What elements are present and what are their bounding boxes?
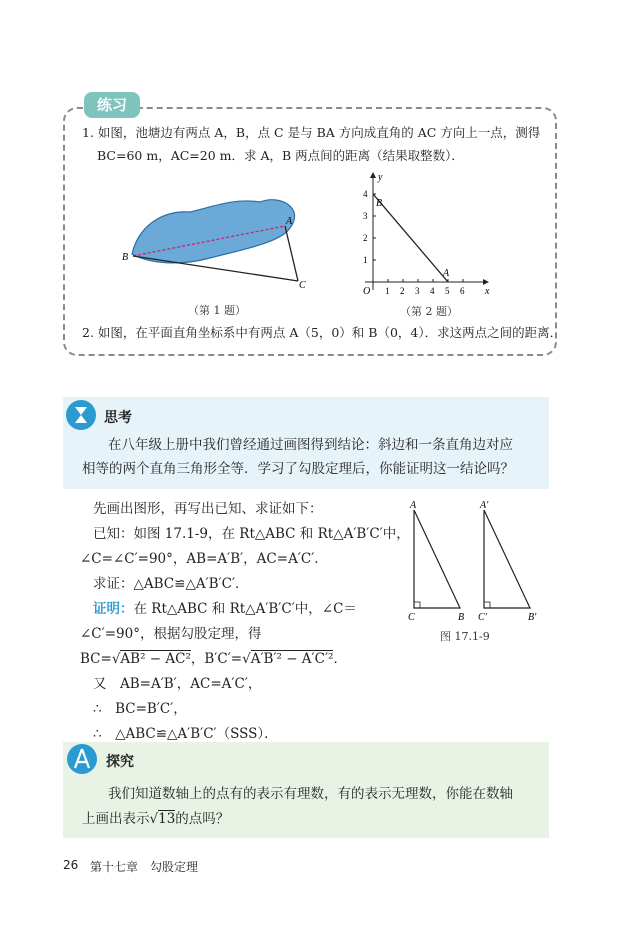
exercise-q1-line1: 1. 如图，池塘边有两点 A，B，点 C 是与 BA 方向成直角的 AC 方向上一点，测得 bbox=[82, 125, 541, 140]
page-number: 26 bbox=[63, 858, 79, 872]
figure-1-caption: （第 1 题） bbox=[188, 304, 246, 317]
svg-text:A: A bbox=[443, 268, 450, 279]
label-C: C bbox=[299, 280, 306, 291]
svg-text:1: 1 bbox=[363, 255, 368, 265]
svg-text:5: 5 bbox=[445, 286, 450, 296]
svg-text:3: 3 bbox=[363, 211, 368, 221]
svg-text:C: C bbox=[408, 612, 415, 623]
figure-2-caption: （第 2 题） bbox=[400, 305, 458, 318]
pond-shape bbox=[132, 200, 295, 263]
svg-text:x: x bbox=[485, 286, 490, 297]
svg-text:B′: B′ bbox=[528, 612, 537, 623]
proof-given-conditions: ∠C=∠C′=90°，AB=A′B′，AC=A′C′． bbox=[80, 551, 328, 567]
figure-17-1-9 bbox=[400, 500, 560, 625]
x-axis-arrow bbox=[483, 279, 489, 285]
proof-therefore-2: ∴ △ABC≌△A′B′C′（SSS）． bbox=[93, 726, 278, 742]
svg-text:3: 3 bbox=[415, 286, 420, 296]
svg-text:2: 2 bbox=[363, 233, 368, 243]
proof-to-prove: 求证：△ABC≌△A′B′C′． bbox=[93, 576, 249, 592]
proof-pythagoras: ∠C′=90°，根据勾股定理，得 bbox=[80, 626, 262, 642]
figure-coordinate bbox=[355, 170, 495, 300]
label-B: B bbox=[122, 252, 129, 263]
proof-therefore-1: ∴ BC=B′C′， bbox=[93, 701, 187, 717]
svg-text:C′: C′ bbox=[478, 612, 487, 623]
segment-ab bbox=[373, 194, 448, 282]
label-A: A bbox=[286, 216, 293, 227]
triangle-a2b2c2 bbox=[484, 510, 530, 608]
proof-start: 证明：在 Rt△ABC 和 Rt△A′B′C′中，∠C＝ bbox=[93, 601, 357, 617]
think-line1: 在八年级上册中我们曾经通过画图得到结论：斜边和一条直角边对应 bbox=[108, 437, 513, 453]
proof-given: 已知：如图 17.1-9，在 Rt△ABC 和 Rt△A′B′C′中， bbox=[93, 526, 410, 542]
explore-title: 探究 bbox=[106, 754, 134, 770]
exercise-tab: 练习 bbox=[84, 92, 140, 118]
svg-text:6: 6 bbox=[460, 286, 465, 296]
y-axis-arrow bbox=[370, 172, 376, 178]
triangle-abc bbox=[414, 510, 460, 608]
svg-text:B: B bbox=[376, 198, 383, 209]
exercise-q1-line2: BC=60 m，AC=20 m．求 A，B 两点间的距离（结果取整数）． bbox=[97, 148, 464, 163]
svg-text:4: 4 bbox=[430, 286, 435, 296]
figure-17-1-9-caption: 图 17.1-9 bbox=[440, 630, 490, 643]
svg-text:1: 1 bbox=[385, 286, 390, 296]
explore-line2: 上画出表示√13的点吗？ bbox=[82, 811, 230, 827]
think-line2: 相等的两个直角三角形全等．学习了勾股定理后，你能证明这一结论吗？ bbox=[82, 461, 514, 477]
segment-bc bbox=[133, 256, 298, 281]
proof-formula: BC=√AB² − AC²，B′C′=√A′B′² − A′C′²． bbox=[80, 651, 347, 667]
svg-text:A: A bbox=[410, 500, 417, 511]
proof-intro: 先画出图形，再写出已知、求证如下： bbox=[93, 501, 323, 517]
svg-text:A′: A′ bbox=[480, 500, 489, 511]
proof-also: 又 AB=A′B′，AC=A′C′， bbox=[93, 676, 262, 692]
think-title: 思考 bbox=[104, 410, 132, 426]
sqrt-symbol: √ bbox=[149, 811, 159, 827]
hourglass-icon bbox=[66, 400, 96, 430]
svg-text:B: B bbox=[458, 612, 465, 623]
compass-icon bbox=[67, 744, 97, 774]
segment-ac bbox=[285, 226, 298, 281]
svg-text:4: 4 bbox=[363, 189, 368, 199]
sqrt-symbol: √ bbox=[242, 651, 251, 667]
sqrt-symbol: √ bbox=[111, 651, 121, 667]
chapter-title: 第十七章 勾股定理 bbox=[90, 860, 199, 874]
svg-text:2: 2 bbox=[400, 286, 405, 296]
explore-line1: 我们知道数轴上的点有的表示有理数，有的表示无理数，你能在数轴 bbox=[108, 786, 513, 802]
svg-text:y: y bbox=[378, 172, 383, 183]
figure-pond bbox=[120, 188, 320, 298]
proof-label: 证明： bbox=[93, 601, 134, 617]
svg-text:O: O bbox=[363, 286, 371, 297]
exercise-q2: 2. 如图，在平面直角坐标系中有两点 A（5，0）和 B（0，4）．求这两点之间的距离． bbox=[82, 325, 563, 340]
